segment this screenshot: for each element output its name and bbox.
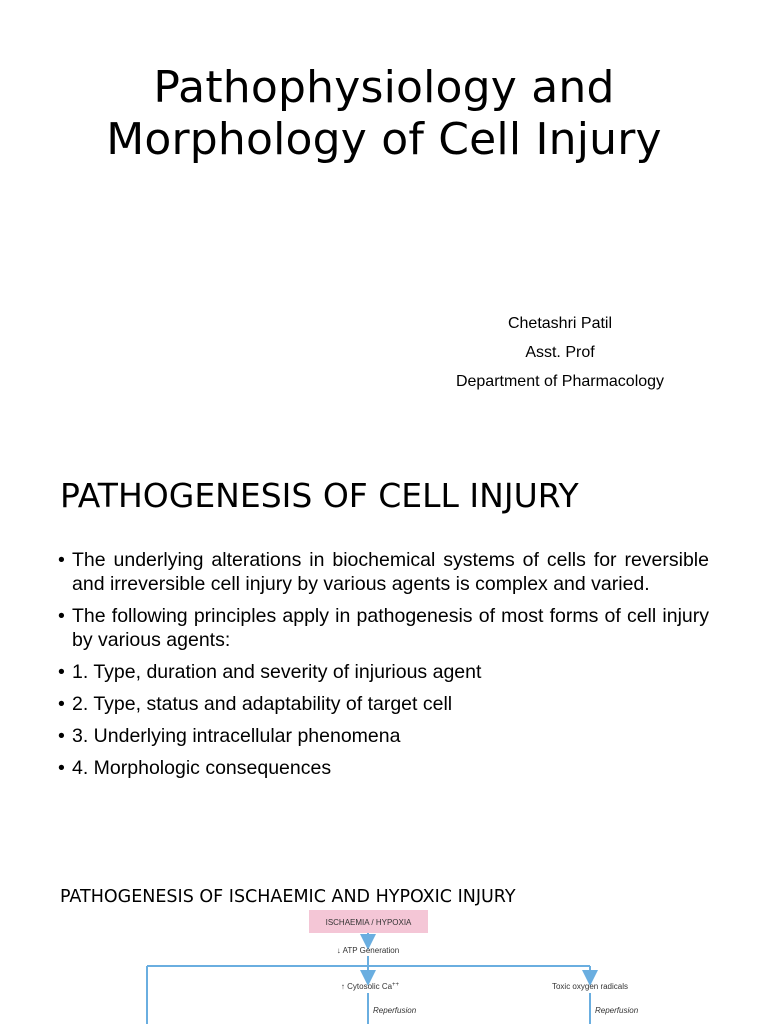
bullet-text: 2. Type, status and adaptability of target cell — [72, 693, 453, 715]
bullet-icon: • — [58, 725, 65, 747]
pathogenesis-slide — [0, 460, 768, 840]
bullet-icon: • — [58, 693, 65, 715]
cytosolic-calcium-text: ↑ Cytosolic Ca — [340, 982, 393, 991]
atp-generation-label: ↓ ATP Generation — [336, 946, 400, 955]
ischaemic-injury-slide — [0, 880, 768, 1024]
slide-heading: PATHOGENESIS OF CELL INJURY — [60, 476, 579, 515]
title-slide — [0, 0, 768, 440]
bullet-icon: • — [58, 661, 65, 683]
cytosolic-calcium-label — [341, 982, 400, 991]
bullet-icon: • — [58, 605, 65, 627]
bullet-icon: • — [58, 549, 65, 571]
bullet-icon: • — [58, 757, 65, 779]
bullet-item — [58, 756, 709, 780]
bullet-text: The underlying alterations in biochemical systems of cells for reversible and irreversible cell injury by various agents is complex and varied. — [72, 549, 709, 595]
author-name: Chetashri Patil — [507, 315, 613, 332]
bullet-item — [58, 692, 709, 716]
ischaemia-hypoxia-label: ISCHAEMIA / HYPOXIA — [325, 918, 412, 927]
author-department: Department of Pharmacology — [455, 373, 665, 390]
bullet-list — [58, 548, 709, 788]
bullet-item — [58, 724, 709, 748]
slide-title: Pathophysiology and Morphology of Cell Injury — [106, 62, 662, 165]
bullet-item — [58, 660, 709, 684]
toxic-radicals-label: Toxic oxygen radicals — [551, 982, 629, 991]
bullet-text: 4. Morphologic consequences — [72, 757, 332, 779]
bullet-text: 3. Underlying intracellular phenomena — [72, 725, 401, 747]
bullet-item — [58, 604, 709, 652]
bullet-text: The following principles apply in pathogenesis of most forms of cell injury by various agents: — [72, 605, 709, 651]
slide-heading: PATHOGENESIS OF ISCHAEMIC AND HYPOXIC INJURY — [60, 887, 516, 907]
bullet-item — [58, 548, 709, 596]
calcium-superscript: ++ — [392, 982, 400, 988]
reperfusion-label-left: Reperfusion — [373, 1006, 417, 1015]
author-block — [420, 309, 700, 396]
bullet-text: 1. Type, duration and severity of injurious agent — [72, 661, 482, 683]
reperfusion-label-right: Reperfusion — [595, 1006, 639, 1015]
author-position: Asst. Prof — [525, 344, 595, 361]
